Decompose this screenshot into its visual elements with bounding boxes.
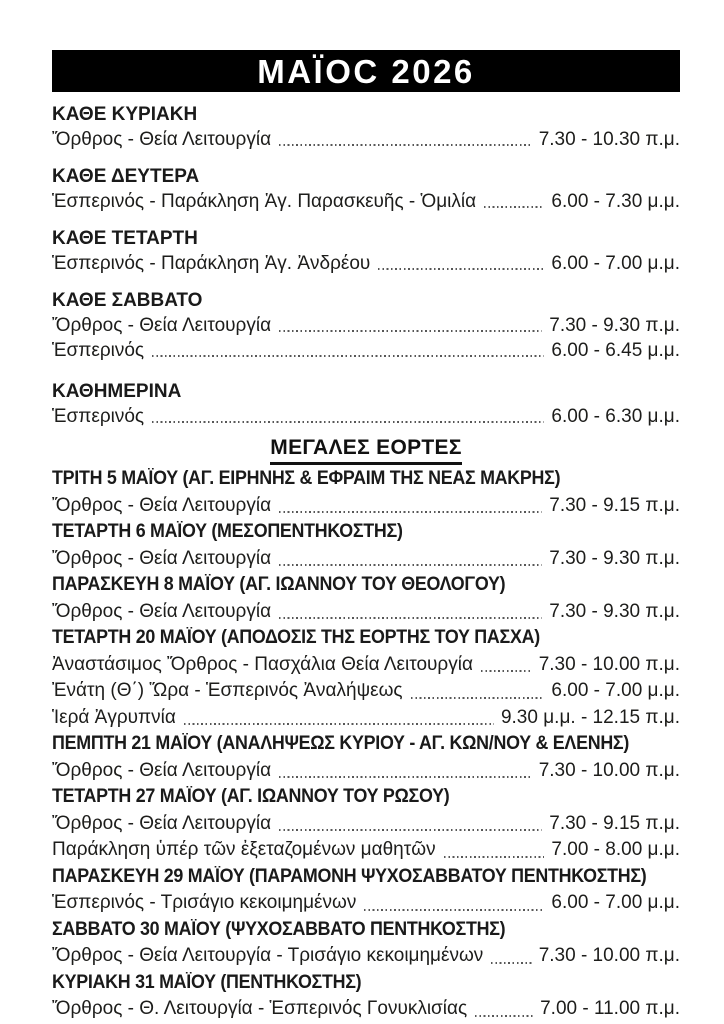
schedule-group [52,970,680,1023]
service-time: 7.00 - 8.00 μ.μ. [551,839,680,860]
service-row [52,837,680,864]
schedule-group [52,784,680,864]
service-time: 7.30 - 9.30 π.μ. [549,547,680,569]
service-name: Ὄρθρος - Θεία Λειτουργία [52,812,272,834]
schedule-group [52,731,680,784]
service-time: 7.30 - 10.00 π.μ. [538,653,680,675]
schedule-group [52,625,680,731]
feasts-heading-row [52,434,680,465]
day-heading: ΤΡΙΤΗ 5 ΜΑΪΟΥ (ΑΓ. ΕΙΡΗΝΗΣ & ΕΦΡΑΙΜ ΤΗΣ ΝΕΑΣ ΜΑΚΡΗΣ) [52,468,561,489]
dotted-leader [184,723,494,725]
schedule-group [52,379,680,429]
day-heading: ΚΑΘΕ ΔΕΥΤΕΡΑ [52,166,200,187]
day-heading: ΠΑΡΑΣΚΕΥΗ 8 ΜΑΪΟΥ (ΑΓ. ΙΩΑΝΝΟΥ ΤΟΥ ΘΕΟΛΟΓΟΥ) [52,574,506,595]
service-name: Παράκληση ὑπέρ τῶν ἐξεταζομένων μαθητῶν [52,839,436,860]
dotted-leader [152,355,544,357]
day-heading: ΤΕΤΑΡΤΗ 6 ΜΑΪΟΥ (ΜΕΣΟΠΕΝΤΗΚΟΣΤΗΣ) [52,521,403,542]
month-banner [52,50,680,92]
day-heading: ΣΑΒΒΑΤΟ 30 ΜΑΪΟΥ (ΨΥΧΟΣΑΒΒΑΤΟ ΠΕΝΤΗΚΟΣΤΗΣ) [52,918,506,940]
service-time: 7.30 - 9.30 π.μ. [549,600,680,622]
service-row [52,758,680,785]
service-name: Ὄρθρος - Θεία Λειτουργία [52,129,272,150]
service-time: 7.30 - 9.30 π.μ. [549,315,680,336]
service-time: 7.00 - 11.00 π.μ. [540,998,680,1019]
dotted-leader [279,829,542,831]
dotted-leader [491,962,531,964]
service-row [52,313,680,338]
feasts-schedule-section [52,466,680,1023]
day-heading: ΤΕΤΑΡΤΗ 20 ΜΑΪΟΥ (ΑΠΟΔΟΣΙΣ ΤΗΣ ΕΟΡΤΗΣ ΤΟΥ ΠΑΣΧΑ) [52,627,540,648]
service-name: Ἑσπερινός [52,406,145,427]
schedule-group [52,864,680,917]
dotted-leader [444,856,545,858]
service-name: Ὄρθρος - Θ. Λειτουργία - Ἑσπερινός Γονυκλισίας [52,998,468,1019]
day-heading: ΚΑΘΕ ΤΕΤΑΡΤΗ [52,228,198,249]
service-name: Ἑσπερινός - Παράκληση Ἁγ. Ἀνδρέου [52,253,371,274]
dotted-leader [378,268,544,270]
dotted-leader [481,670,532,672]
service-time: 6.00 - 6.45 μ.μ. [551,340,680,361]
schedule-group [52,519,680,572]
service-name: Ἀναστάσιμος Ὄρθρος - Πασχάλια Θεία Λειτουργία [52,653,473,675]
service-row [52,599,680,626]
day-heading: ΚΥΡΙΑΚΗ 31 ΜΑΪΟΥ (ΠΕΝΤΗΚΟΣΤΗΣ) [52,971,362,993]
schedule-group [52,226,680,276]
service-row [52,890,680,917]
schedule-group [52,102,680,152]
service-name: Ἱερά Ἀγρυπνία [52,706,176,728]
service-row [52,338,680,363]
dotted-leader [484,206,544,208]
dotted-leader [279,776,532,778]
service-name: Ὄρθρος - Θεία Λειτουργία [52,600,272,622]
service-time: 7.30 - 9.15 π.μ. [549,494,680,516]
schedule-group [52,466,680,519]
service-row [52,189,680,214]
schedule-group [52,288,680,363]
service-name: Ὄρθρος - Θεία Λειτουργία [52,315,272,336]
service-row [52,546,680,573]
service-name: Ὄρθρος - Θεία Λειτουργία - Τρισάγιο κεκοιμημένων [52,945,484,966]
service-name: Ἑσπερινός - Τρισάγιο κεκοιμημένων [52,892,357,913]
day-heading: ΚΑΘΕ ΣΑΒΒΑΤΟ [52,290,203,311]
day-heading: ΚΑΘΕ ΚΥΡΙΑΚΗ [52,104,198,125]
month-title: ΜΑΪΟϹ 2026 [257,52,475,90]
day-heading: ΤΕΤΑΡΤΗ 27 ΜΑΪΟΥ (ΑΓ. ΙΩΑΝΝΟΥ ΤΟΥ ΡΩΣΟΥ) [52,786,450,807]
day-heading: ΚΑΘΗΜΕΡΙΝΑ [52,381,182,402]
service-row [52,811,680,838]
feasts-heading: ΜΕΓΑΛΕΣ ΕΟΡΤΕΣ [270,434,461,465]
service-row [52,493,680,520]
day-heading: ΠΑΡΑΣΚΕΥΗ 29 ΜΑΪΟΥ (ΠΑΡΑΜΟΝΗ ΨΥΧΟΣΑΒΒΑΤΟΥ ΠΕΝΤΗΚΟΣΤΗΣ) [52,865,647,887]
service-name: Ὄρθρος - Θεία Λειτουργία [52,547,272,569]
service-row [52,652,680,679]
service-name: Ἑσπερινός - Παράκληση Ἁγ. Παρασκευῆς - Ὁμιλία [52,191,477,212]
dotted-leader [411,697,545,699]
service-row [52,678,680,705]
schedule-group [52,572,680,625]
service-row [52,943,680,970]
service-time: 6.00 - 7.30 μ.μ. [551,191,680,212]
dotted-leader [475,1015,533,1017]
dotted-leader [279,511,542,513]
weekly-schedule-section [52,102,680,429]
service-time: 6.00 - 6.30 μ.μ. [551,406,680,427]
dotted-leader [279,330,542,332]
dotted-leader [279,617,542,619]
day-heading: ΠΕΜΠΤΗ 21 ΜΑΪΟΥ (ΑΝΑΛΗΨΕΩΣ ΚΥΡΙΟΥ - ΑΓ. ΚΩΝ/ΝΟΥ & ΕΛΕΝΗΣ) [52,733,630,754]
service-row [52,996,680,1023]
dotted-leader [152,421,544,423]
service-name: Ἐνάτη (Θ΄) Ὥρα - Ἑσπερινός Ἀναλήψεως [52,680,403,701]
service-time: 7.30 - 10.00 π.μ. [538,759,680,781]
service-time: 7.30 - 10.00 π.μ. [538,945,680,966]
service-name: Ὄρθρος - Θεία Λειτουργία [52,494,272,516]
schedule-group [52,164,680,214]
service-time: 7.30 - 10.30 π.μ. [538,129,680,150]
service-time: 6.00 - 7.00 μ.μ. [551,253,680,274]
service-time: 9.30 μ.μ. - 12.15 π.μ. [500,706,680,728]
service-row [52,404,680,429]
schedule-group [52,917,680,970]
dotted-leader [364,909,544,911]
service-name: Ἑσπερινός [52,340,145,361]
service-time: 6.00 - 7.00 μ.μ. [551,892,680,913]
dotted-leader [279,144,532,146]
service-time: 6.00 - 7.00 μ.μ. [551,680,680,701]
service-row [52,251,680,276]
service-name: Ὄρθρος - Θεία Λειτουργία [52,759,272,781]
service-time: 7.30 - 9.15 π.μ. [549,812,680,834]
service-row [52,705,680,732]
service-row [52,127,680,152]
dotted-leader [279,564,542,566]
